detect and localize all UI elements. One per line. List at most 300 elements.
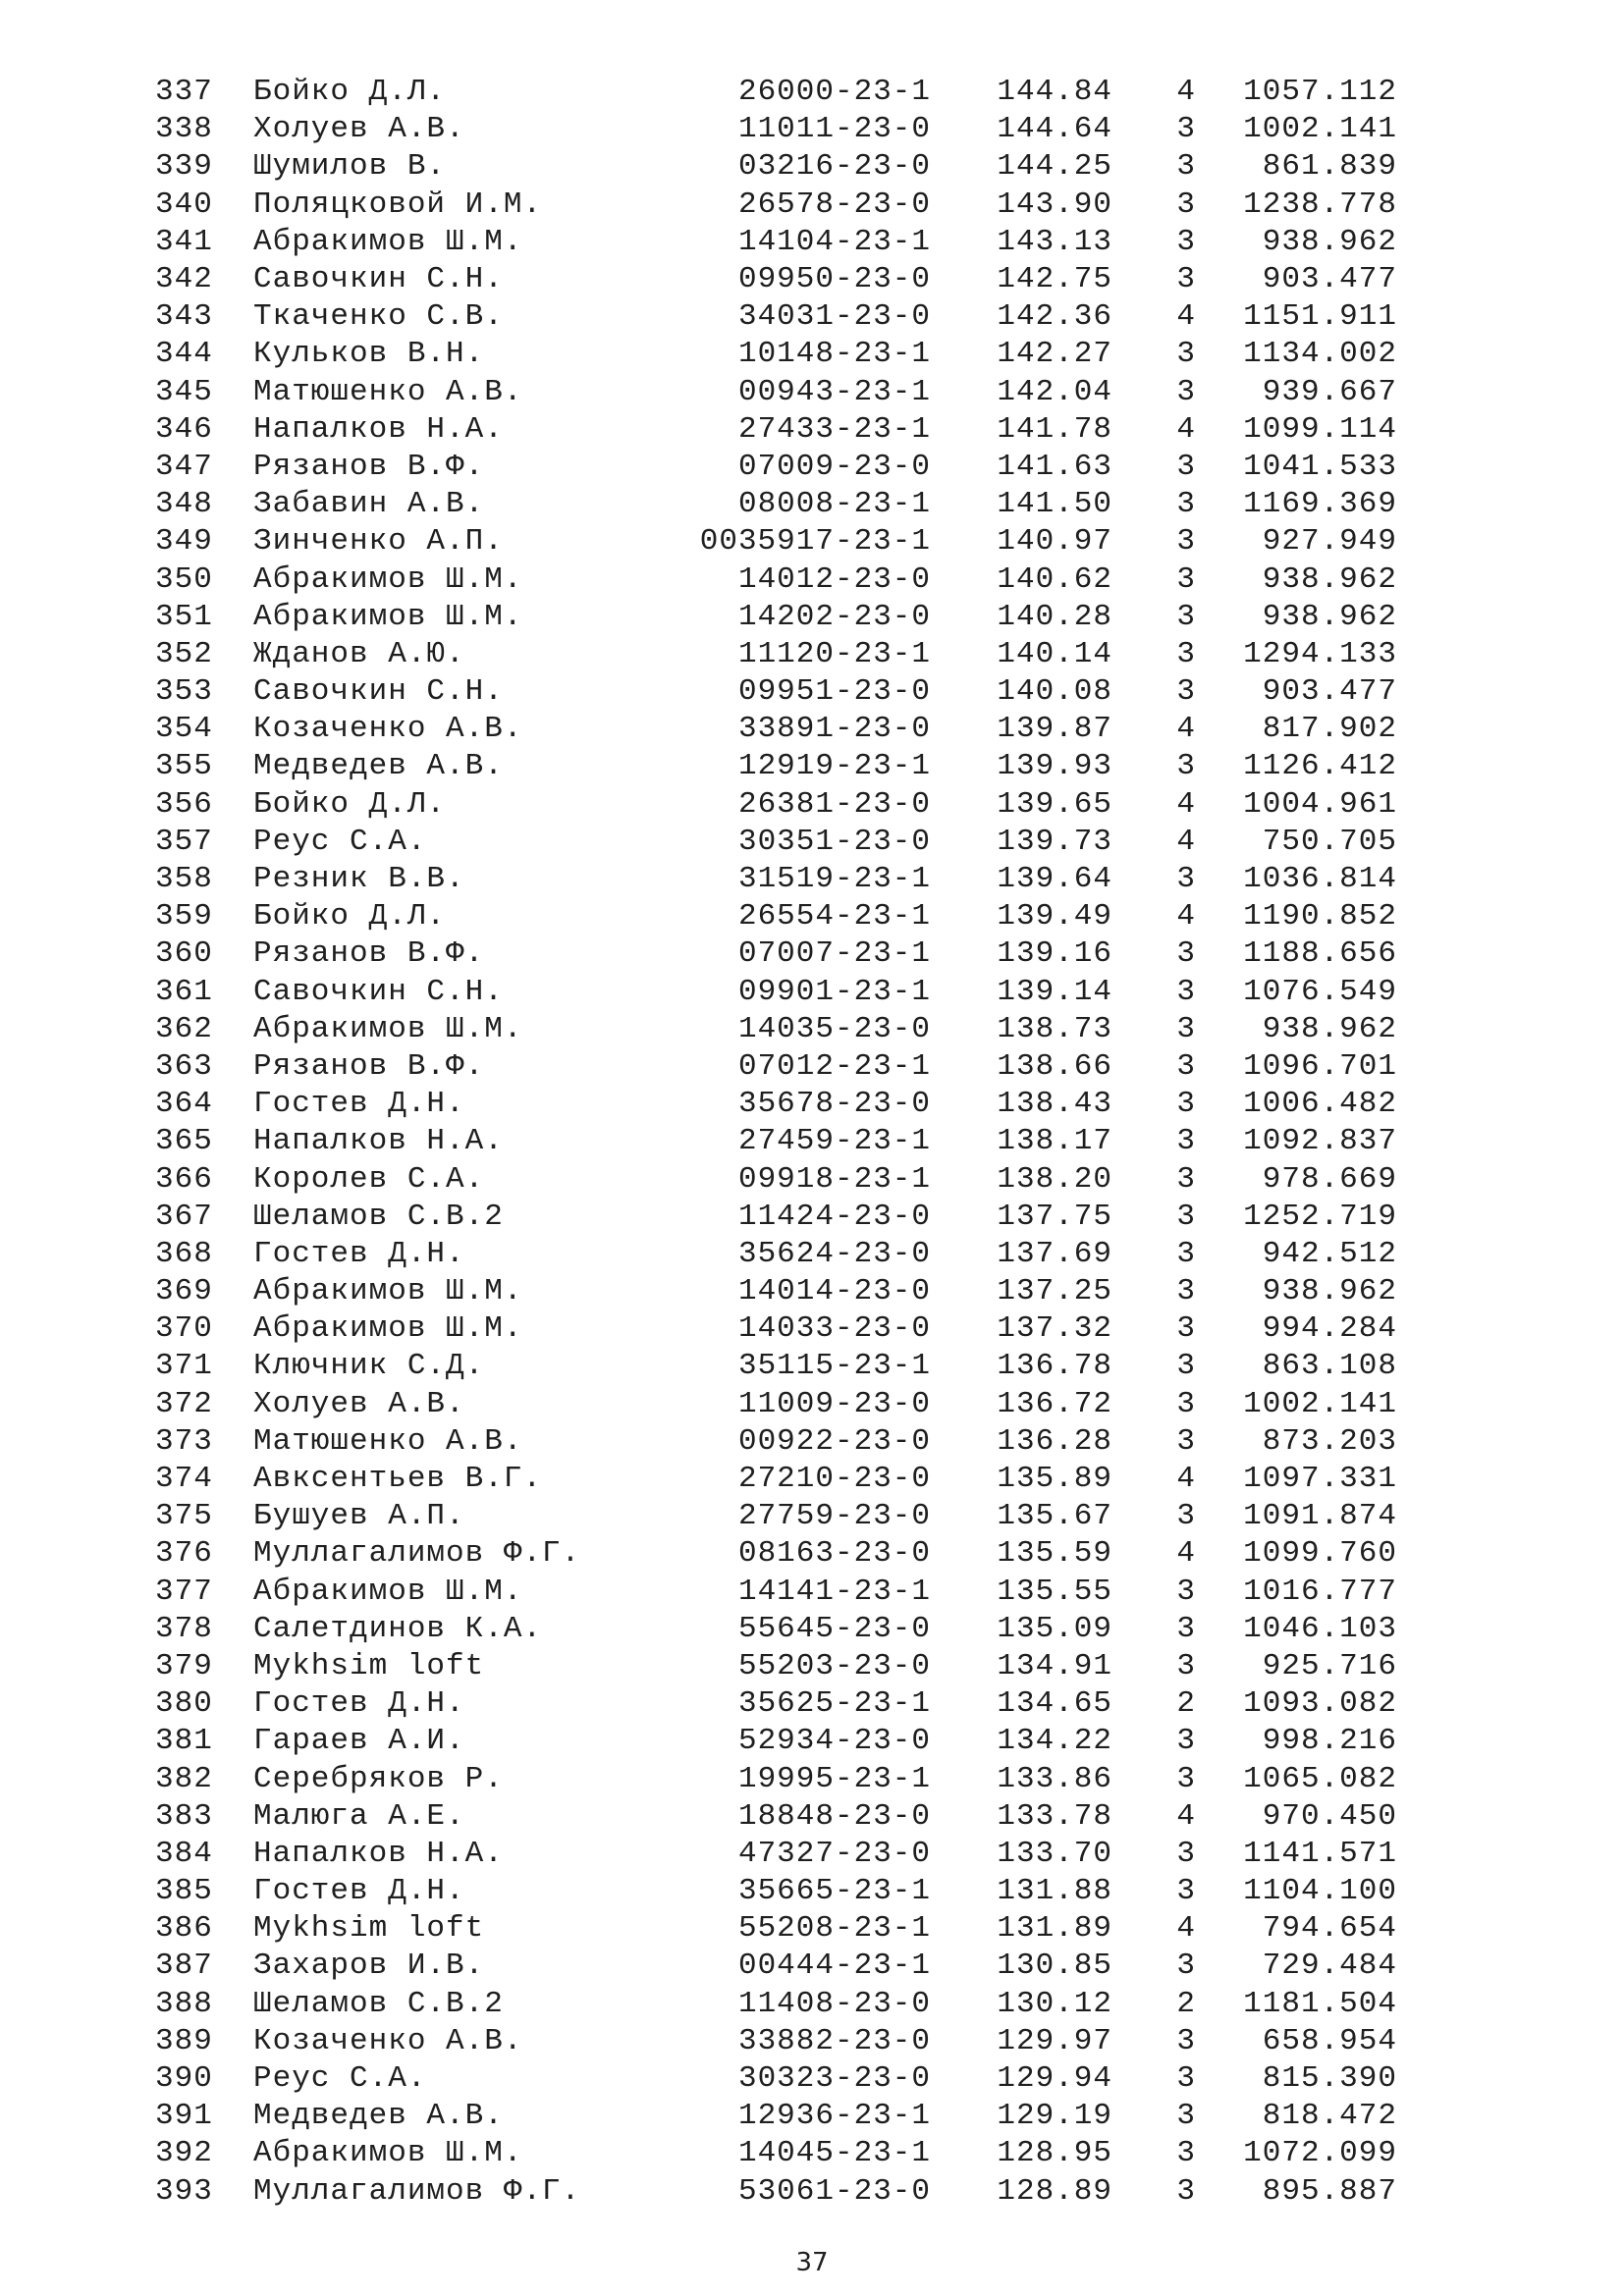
group-cell: 3 xyxy=(1176,1836,1196,1871)
table-row xyxy=(147,1423,1397,1461)
table-row xyxy=(147,1011,1397,1048)
score-cell: 143.13 xyxy=(997,224,1112,259)
name-cell: Авксентьев В.Г. xyxy=(253,1462,543,1497)
value-cell: 1126.412 xyxy=(1243,749,1397,784)
code-cell: 08163-23-0 xyxy=(737,1536,931,1572)
table-row xyxy=(147,824,1397,861)
name-cell: Абракимов Ш.М. xyxy=(253,561,523,597)
table-row xyxy=(147,898,1397,935)
value-cell: 903.477 xyxy=(1262,262,1397,297)
group-cell: 3 xyxy=(1176,187,1196,222)
table-row xyxy=(147,1798,1397,1836)
group-cell: 3 xyxy=(1176,1574,1196,1609)
table-row xyxy=(147,1348,1397,1385)
code-cell: 52934-23-0 xyxy=(737,1724,931,1759)
score-cell: 138.17 xyxy=(997,1124,1112,1159)
table-row xyxy=(147,111,1397,148)
score-cell: 143.90 xyxy=(997,187,1112,222)
name-cell: Салетдинов К.А. xyxy=(253,1611,543,1646)
code-cell: 14033-23-0 xyxy=(737,1311,931,1347)
name-cell: Абракимов Ш.М. xyxy=(253,1274,523,1309)
code-cell: 27759-23-0 xyxy=(737,1499,931,1534)
table-row xyxy=(147,374,1397,411)
value-cell: 998.216 xyxy=(1262,1724,1397,1759)
value-cell: 1181.504 xyxy=(1243,1986,1397,2021)
code-cell: 26554-23-1 xyxy=(737,899,931,934)
value-cell: 938.962 xyxy=(1262,561,1397,597)
page-number: 37 xyxy=(795,2248,829,2277)
score-cell: 140.62 xyxy=(997,561,1112,597)
group-cell: 3 xyxy=(1176,149,1196,185)
place-cell: 377 xyxy=(155,1574,213,1609)
place-cell: 368 xyxy=(155,1236,213,1271)
value-cell: 1004.961 xyxy=(1243,786,1397,822)
table-row xyxy=(147,74,1397,111)
table-row xyxy=(147,561,1397,598)
place-cell: 380 xyxy=(155,1686,213,1722)
value-cell: 1036.814 xyxy=(1243,862,1397,897)
table-row xyxy=(147,748,1397,785)
table-row xyxy=(147,187,1397,224)
group-cell: 3 xyxy=(1176,2173,1196,2209)
place-cell: 371 xyxy=(155,1349,213,1384)
value-cell: 818.472 xyxy=(1262,2099,1397,2134)
value-cell: 1169.369 xyxy=(1243,487,1397,522)
place-cell: 372 xyxy=(155,1386,213,1421)
score-cell: 136.78 xyxy=(997,1349,1112,1384)
code-cell: 07009-23-0 xyxy=(737,449,931,484)
group-cell: 3 xyxy=(1176,337,1196,372)
group-cell: 3 xyxy=(1176,862,1196,897)
code-cell: 31519-23-1 xyxy=(737,862,931,897)
score-cell: 134.22 xyxy=(997,1724,1112,1759)
code-cell: 14014-23-0 xyxy=(737,1274,931,1309)
place-cell: 383 xyxy=(155,1798,213,1834)
value-cell: 658.954 xyxy=(1262,2023,1397,2058)
value-cell: 1151.911 xyxy=(1243,299,1397,335)
place-cell: 389 xyxy=(155,2023,213,2058)
place-cell: 357 xyxy=(155,824,213,859)
table-row xyxy=(147,1199,1397,1236)
table-row xyxy=(147,935,1397,973)
value-cell: 750.705 xyxy=(1262,824,1397,859)
value-cell: 970.450 xyxy=(1262,1798,1397,1834)
code-cell: 12919-23-1 xyxy=(737,749,931,784)
name-cell: Рязанов В.Ф. xyxy=(253,449,485,484)
code-cell: 0035917-23-1 xyxy=(699,524,931,560)
code-cell: 30351-23-0 xyxy=(737,824,931,859)
group-cell: 4 xyxy=(1176,1798,1196,1834)
place-cell: 379 xyxy=(155,1648,213,1683)
place-cell: 337 xyxy=(155,75,213,110)
code-cell: 12936-23-1 xyxy=(737,2099,931,2134)
group-cell: 3 xyxy=(1176,1124,1196,1159)
name-cell: Рязанов В.Ф. xyxy=(253,936,485,972)
place-cell: 365 xyxy=(155,1124,213,1159)
place-cell: 358 xyxy=(155,862,213,897)
place-cell: 344 xyxy=(155,337,213,372)
value-cell: 729.484 xyxy=(1262,1949,1397,1984)
group-cell: 3 xyxy=(1176,1499,1196,1534)
code-cell: 00922-23-0 xyxy=(737,1423,931,1459)
group-cell: 3 xyxy=(1176,487,1196,522)
place-cell: 354 xyxy=(155,712,213,747)
value-cell: 1065.082 xyxy=(1243,1761,1397,1796)
code-cell: 11009-23-0 xyxy=(737,1386,931,1421)
code-cell: 11011-23-0 xyxy=(737,112,931,147)
place-cell: 364 xyxy=(155,1087,213,1122)
code-cell: 55645-23-0 xyxy=(737,1611,931,1646)
score-cell: 140.97 xyxy=(997,524,1112,560)
code-cell: 27433-23-1 xyxy=(737,411,931,447)
name-cell: Холуев А.В. xyxy=(253,112,465,147)
name-cell: Гостев Д.Н. xyxy=(253,1087,465,1122)
name-cell: Напалков Н.А. xyxy=(253,1124,504,1159)
table-row xyxy=(147,786,1397,824)
place-cell: 375 xyxy=(155,1499,213,1534)
name-cell: Mykhsim loft xyxy=(253,1911,485,1947)
place-cell: 338 xyxy=(155,112,213,147)
place-cell: 382 xyxy=(155,1761,213,1796)
value-cell: 1190.852 xyxy=(1243,899,1397,934)
place-cell: 390 xyxy=(155,2061,213,2097)
group-cell: 3 xyxy=(1176,1724,1196,1759)
name-cell: Шеламов С.В.2 xyxy=(253,1199,504,1234)
value-cell: 994.284 xyxy=(1262,1311,1397,1347)
score-cell: 139.14 xyxy=(997,974,1112,1009)
group-cell: 3 xyxy=(1176,524,1196,560)
score-cell: 130.12 xyxy=(997,1986,1112,2021)
score-cell: 144.84 xyxy=(997,75,1112,110)
place-cell: 341 xyxy=(155,224,213,259)
name-cell: Резник В.В. xyxy=(253,862,465,897)
score-cell: 134.91 xyxy=(997,1648,1112,1683)
score-cell: 137.75 xyxy=(997,1199,1112,1234)
place-cell: 352 xyxy=(155,636,213,671)
name-cell: Ключник С.Д. xyxy=(253,1349,485,1384)
table-row xyxy=(147,1948,1397,1985)
table-row xyxy=(147,1910,1397,1948)
group-cell: 3 xyxy=(1176,2099,1196,2134)
code-cell: 11424-23-0 xyxy=(737,1199,931,1234)
name-cell: Гараев А.И. xyxy=(253,1724,465,1759)
group-cell: 3 xyxy=(1176,674,1196,710)
name-cell: Савочкин С.Н. xyxy=(253,974,504,1009)
value-cell: 1002.141 xyxy=(1243,112,1397,147)
name-cell: Муллагалимов Ф.Г. xyxy=(253,1536,581,1572)
table-row xyxy=(147,1574,1397,1611)
code-cell: 14045-23-1 xyxy=(737,2136,931,2171)
code-cell: 35678-23-0 xyxy=(737,1087,931,1122)
table-row xyxy=(147,1048,1397,1086)
code-cell: 33891-23-0 xyxy=(737,712,931,747)
results-table xyxy=(147,74,1397,2211)
place-cell: 388 xyxy=(155,1986,213,2021)
value-cell: 1091.874 xyxy=(1243,1499,1397,1534)
value-cell: 1099.760 xyxy=(1243,1536,1397,1572)
score-cell: 140.14 xyxy=(997,636,1112,671)
name-cell: Муллагалимов Ф.Г. xyxy=(253,2173,581,2209)
score-cell: 140.28 xyxy=(997,599,1112,634)
name-cell: Напалков Н.А. xyxy=(253,411,504,447)
group-cell: 3 xyxy=(1176,1087,1196,1122)
value-cell: 1238.778 xyxy=(1243,187,1397,222)
group-cell: 3 xyxy=(1176,599,1196,634)
score-cell: 144.64 xyxy=(997,112,1112,147)
score-cell: 135.09 xyxy=(997,1611,1112,1646)
score-cell: 139.93 xyxy=(997,749,1112,784)
code-cell: 14202-23-0 xyxy=(737,599,931,634)
value-cell: 1188.656 xyxy=(1243,936,1397,972)
score-cell: 128.95 xyxy=(997,2136,1112,2171)
score-cell: 135.89 xyxy=(997,1462,1112,1497)
table-row xyxy=(147,1836,1397,1873)
name-cell: Шумилов В. xyxy=(253,149,447,185)
table-row xyxy=(147,1236,1397,1273)
table-row xyxy=(147,1498,1397,1535)
group-cell: 3 xyxy=(1176,224,1196,259)
value-cell: 938.962 xyxy=(1262,1011,1397,1046)
place-cell: 367 xyxy=(155,1199,213,1234)
name-cell: Серебряков Р. xyxy=(253,1761,504,1796)
table-row xyxy=(147,523,1397,561)
group-cell: 4 xyxy=(1176,411,1196,447)
score-cell: 133.86 xyxy=(997,1761,1112,1796)
score-cell: 139.16 xyxy=(997,936,1112,972)
name-cell: Гостев Д.Н. xyxy=(253,1874,465,1909)
group-cell: 3 xyxy=(1176,262,1196,297)
score-cell: 139.64 xyxy=(997,862,1112,897)
value-cell: 1041.533 xyxy=(1243,449,1397,484)
code-cell: 09951-23-0 xyxy=(737,674,931,710)
score-cell: 131.88 xyxy=(997,1874,1112,1909)
score-cell: 141.63 xyxy=(997,449,1112,484)
table-row xyxy=(147,1611,1397,1648)
score-cell: 141.78 xyxy=(997,411,1112,447)
group-cell: 3 xyxy=(1176,636,1196,671)
code-cell: 26381-23-0 xyxy=(737,786,931,822)
group-cell: 3 xyxy=(1176,1761,1196,1796)
code-cell: 11120-23-1 xyxy=(737,636,931,671)
place-cell: 363 xyxy=(155,1048,213,1084)
score-cell: 144.25 xyxy=(997,149,1112,185)
value-cell: 1046.103 xyxy=(1243,1611,1397,1646)
group-cell: 2 xyxy=(1176,1986,1196,2021)
code-cell: 30323-23-0 xyxy=(737,2061,931,2097)
group-cell: 4 xyxy=(1176,1536,1196,1572)
place-cell: 362 xyxy=(155,1011,213,1046)
name-cell: Реус С.А. xyxy=(253,2061,427,2097)
value-cell: 903.477 xyxy=(1262,674,1397,710)
name-cell: Матюшенко А.В. xyxy=(253,374,523,409)
table-row xyxy=(147,2060,1397,2098)
code-cell: 03216-23-0 xyxy=(737,149,931,185)
table-row xyxy=(147,1723,1397,1760)
group-cell: 4 xyxy=(1176,712,1196,747)
group-cell: 3 xyxy=(1176,2136,1196,2171)
name-cell: Матюшенко А.В. xyxy=(253,1423,523,1459)
place-cell: 343 xyxy=(155,299,213,335)
score-cell: 142.27 xyxy=(997,337,1112,372)
group-cell: 3 xyxy=(1176,112,1196,147)
name-cell: Холуев А.В. xyxy=(253,1386,465,1421)
value-cell: 817.902 xyxy=(1262,712,1397,747)
score-cell: 133.78 xyxy=(997,1798,1112,1834)
group-cell: 3 xyxy=(1176,1161,1196,1197)
group-cell: 3 xyxy=(1176,2061,1196,2097)
code-cell: 35625-23-1 xyxy=(737,1686,931,1722)
code-cell: 55203-23-0 xyxy=(737,1648,931,1683)
name-cell: Реус С.А. xyxy=(253,824,427,859)
table-row xyxy=(147,673,1397,711)
value-cell: 978.669 xyxy=(1262,1161,1397,1197)
score-cell: 142.36 xyxy=(997,299,1112,335)
table-row xyxy=(147,1986,1397,2023)
score-cell: 138.43 xyxy=(997,1087,1112,1122)
name-cell: Медведев А.В. xyxy=(253,749,504,784)
table-row xyxy=(147,1273,1397,1310)
group-cell: 3 xyxy=(1176,1423,1196,1459)
group-cell: 3 xyxy=(1176,1274,1196,1309)
place-cell: 378 xyxy=(155,1611,213,1646)
place-cell: 366 xyxy=(155,1161,213,1197)
name-cell: Абракимов Ш.М. xyxy=(253,2136,523,2171)
table-row xyxy=(147,486,1397,523)
group-cell: 3 xyxy=(1176,1048,1196,1084)
score-cell: 138.73 xyxy=(997,1011,1112,1046)
value-cell: 938.962 xyxy=(1262,599,1397,634)
group-cell: 4 xyxy=(1176,75,1196,110)
code-cell: 11408-23-0 xyxy=(737,1986,931,2021)
group-cell: 3 xyxy=(1176,1648,1196,1683)
code-cell: 09950-23-0 xyxy=(737,262,931,297)
score-cell: 137.25 xyxy=(997,1274,1112,1309)
place-cell: 384 xyxy=(155,1836,213,1871)
place-cell: 351 xyxy=(155,599,213,634)
name-cell: Зинченко А.П. xyxy=(253,524,504,560)
table-row xyxy=(147,599,1397,636)
code-cell: 00444-23-1 xyxy=(737,1949,931,1984)
score-cell: 134.65 xyxy=(997,1686,1112,1722)
group-cell: 3 xyxy=(1176,936,1196,972)
score-cell: 142.04 xyxy=(997,374,1112,409)
score-cell: 142.75 xyxy=(997,262,1112,297)
table-row xyxy=(147,1873,1397,1910)
value-cell: 863.108 xyxy=(1262,1349,1397,1384)
score-cell: 135.59 xyxy=(997,1536,1112,1572)
value-cell: 1002.141 xyxy=(1243,1386,1397,1421)
score-cell: 129.94 xyxy=(997,2061,1112,2097)
code-cell: 35624-23-0 xyxy=(737,1236,931,1271)
group-cell: 4 xyxy=(1176,299,1196,335)
group-cell: 4 xyxy=(1176,824,1196,859)
table-row xyxy=(147,336,1397,373)
place-cell: 369 xyxy=(155,1274,213,1309)
score-cell: 139.87 xyxy=(997,712,1112,747)
group-cell: 3 xyxy=(1176,1236,1196,1271)
value-cell: 1072.099 xyxy=(1243,2136,1397,2171)
place-cell: 349 xyxy=(155,524,213,560)
place-cell: 355 xyxy=(155,749,213,784)
place-cell: 339 xyxy=(155,149,213,185)
table-row xyxy=(147,2023,1397,2060)
value-cell: 1093.082 xyxy=(1243,1686,1397,1722)
place-cell: 381 xyxy=(155,1724,213,1759)
place-cell: 342 xyxy=(155,262,213,297)
name-cell: Забавин А.В. xyxy=(253,487,485,522)
table-row xyxy=(147,411,1397,449)
name-cell: Поляцковой И.М. xyxy=(253,187,543,222)
score-cell: 139.73 xyxy=(997,824,1112,859)
table-row xyxy=(147,2135,1397,2172)
place-cell: 356 xyxy=(155,786,213,822)
group-cell: 3 xyxy=(1176,1386,1196,1421)
table-row xyxy=(147,974,1397,1011)
code-cell: 26578-23-0 xyxy=(737,187,931,222)
name-cell: Малюга А.Е. xyxy=(253,1798,465,1834)
name-cell: Абракимов Ш.М. xyxy=(253,599,523,634)
name-cell: Жданов А.Ю. xyxy=(253,636,465,671)
name-cell: Козаченко А.В. xyxy=(253,712,523,747)
score-cell: 130.85 xyxy=(997,1949,1112,1984)
name-cell: Абракимов Ш.М. xyxy=(253,1011,523,1046)
value-cell: 1076.549 xyxy=(1243,974,1397,1009)
code-cell: 07007-23-1 xyxy=(737,936,931,972)
value-cell: 1096.701 xyxy=(1243,1048,1397,1084)
table-row xyxy=(147,224,1397,261)
place-cell: 376 xyxy=(155,1536,213,1572)
value-cell: 938.962 xyxy=(1262,1274,1397,1309)
name-cell: Mykhsim loft xyxy=(253,1648,485,1683)
place-cell: 386 xyxy=(155,1911,213,1947)
name-cell: Бойко Д.Л. xyxy=(253,75,447,110)
score-cell: 139.65 xyxy=(997,786,1112,822)
code-cell: 18848-23-0 xyxy=(737,1798,931,1834)
name-cell: Медведев А.В. xyxy=(253,2099,504,2134)
table-row xyxy=(147,1461,1397,1498)
score-cell: 129.97 xyxy=(997,2023,1112,2058)
score-cell: 140.08 xyxy=(997,674,1112,710)
score-cell: 141.50 xyxy=(997,487,1112,522)
name-cell: Козаченко А.В. xyxy=(253,2023,523,2058)
table-row xyxy=(147,2098,1397,2135)
place-cell: 361 xyxy=(155,974,213,1009)
place-cell: 359 xyxy=(155,899,213,934)
value-cell: 1006.482 xyxy=(1243,1087,1397,1122)
place-cell: 345 xyxy=(155,374,213,409)
table-row xyxy=(147,449,1397,486)
value-cell: 1016.777 xyxy=(1243,1574,1397,1609)
place-cell: 392 xyxy=(155,2136,213,2171)
table-row xyxy=(147,861,1397,898)
code-cell: 14141-23-1 xyxy=(737,1574,931,1609)
group-cell: 4 xyxy=(1176,899,1196,934)
place-cell: 350 xyxy=(155,561,213,597)
group-cell: 3 xyxy=(1176,2023,1196,2058)
score-cell: 136.72 xyxy=(997,1386,1112,1421)
value-cell: 1134.002 xyxy=(1243,337,1397,372)
code-cell: 55208-23-1 xyxy=(737,1911,931,1947)
value-cell: 794.654 xyxy=(1262,1911,1397,1947)
group-cell: 3 xyxy=(1176,1874,1196,1909)
code-cell: 35115-23-1 xyxy=(737,1349,931,1384)
score-cell: 128.89 xyxy=(997,2173,1112,2209)
name-cell: Савочкин С.Н. xyxy=(253,674,504,710)
code-cell: 00943-23-1 xyxy=(737,374,931,409)
place-cell: 393 xyxy=(155,2173,213,2209)
table-row xyxy=(147,148,1397,186)
score-cell: 135.55 xyxy=(997,1574,1112,1609)
